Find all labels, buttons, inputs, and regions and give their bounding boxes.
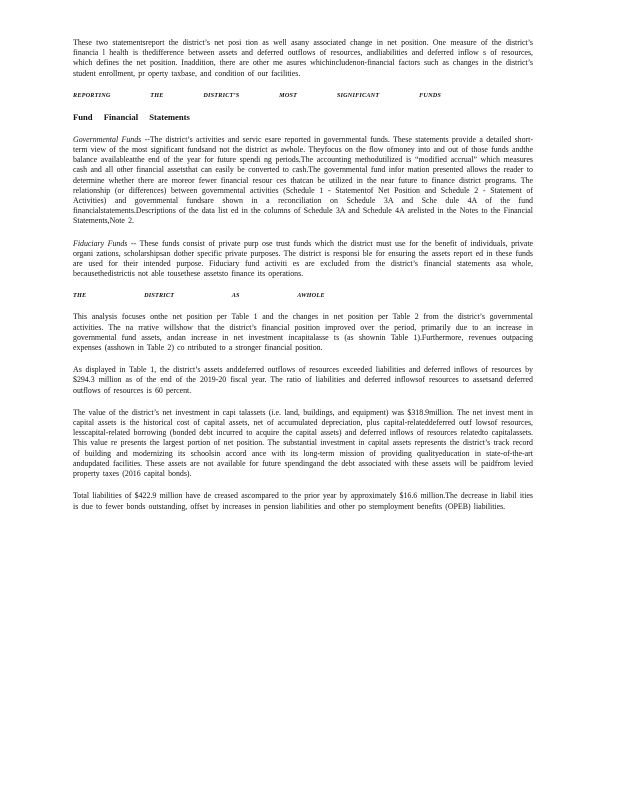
governmental-funds-text: --The district’s activities and servic esare reported in governmental funds. These statements provide a detailed short-term view of the most significant fundsand not the district as awhole. Theyfocus on the flow ofmoney into and out of those funds andthe balance availableatthe end of the year for future spendi ng periods.The accounting methodutilized is “modified accrual” which measures cash and all other financial assetsthat can easily be converted to cash.The governmental fund infor mation presented allows the reader to determine whether there are moreor fewer financial resour ces thatcan be utilized in the near future to finance district programs. The relationship (or differences) between governmental activities (Schedule 1 - Statementof Net Position and Schedule 2 - Statement of Activities) and governmental fundsare shown in a reconciliation on Schedule 3A and Sche dule 4A of the fund financialstatements.Descriptions of the data list ed in the columns of Schedule 3A and Schedule 4A arelisted in the Notes to the Financial Statements,Note 2.	[73, 134, 533, 226]
governmental-funds-lead: Governmental Funds	[73, 134, 142, 144]
fiduciary-funds-paragraph	[73, 239, 533, 280]
assets-displayed-paragraph: As displayed in Table 1, the district’s assets anddeferred outflows of resources exceeded liabilities and deferred inflows of resources by $294.3 million as of the end of the 2019-20 fiscal year. The ratio of liabilities and deferred inflowsof resources to assetsand deferred outflows of resources is 60 percent.	[73, 365, 533, 395]
capital-assets-paragraph: The value of the district’s net investment in capi talassets (i.e. land, buildings, and equipment) was $318.9million. The net invest ment in capital assets is the historical cost of capital assets, net of accumulated depreciation, plus capital-relateddeferred outf lowsof resources, lesscapital-related borrowing (bonded debt incurred to acquire the capital assets) and deferred inflows of resources relatedto capitalassets. This value re presents the largest portion of net position. The substantial investment in capital assets represents the district’s track record of building and modernizing its schoolsin accord ance with its long-term mission of providing qualityeducation in state-of-the-art andupdated facilities. These assets are not available for future spendingand the debt associated with these assets will be paidfrom levied property taxes (2016 capital bonds).	[73, 407, 533, 479]
fiduciary-funds-text: -- These funds consist of private purp ose trust funds which the district must use for the benefit of individuals, private organi zations, scholarshipsan dother specific private purposes. The district is responsi ble for ensuring the assets report ed in these funds are used for their intended purpose. Fiduciary fund activiti es are excluded from the district’s financial statements asa whole, becausethedistrictis not able tousethese assetsto finance its operations.	[73, 238, 534, 279]
analysis-paragraph: This analysis focuses onthe net position per Table 1 and the changes in net position per Table 2 from the district’s governmental activities. The na rrative willshow that the district’s financial position improved over the period, primarily due to an increase in governmental fund assets, andan increase in net investment incapitalasse ts (as shownin Table 1).Furthermore, revenues outpacing expenses (asshown in Table 2) co ntributed to a stronger financial position.	[73, 312, 533, 353]
liabilities-paragraph: Total liabilities of $422.9 million have de creased ascompared to the prior year by approximately $16.6 million.The decrease in liabil ities is due to fewer bonds outstanding, offset by increases in pension liabilities and other po stemployment benefits (OPEB) liabilities.	[73, 491, 533, 511]
section-heading-district-whole: THE DISTRICT AS AWHOLE	[73, 292, 325, 300]
intro-paragraph: These two statementsreport the district’s net posi tion as well asany associated change in net position. One measure of the district’s financia l health is thedifference between assets and deferred outflows of resources, andliabilities and deferred inflow s of resources, which defines the net position. Inaddition, there are other me asures whichincludenon-financial factors such as changes in the district’s student enrollment, pr operty taxbase, and condition of our facilities.	[73, 38, 533, 78]
subsection-heading-fund-financial-statements: Fund Financial Statements	[73, 111, 190, 122]
document-page	[73, 38, 533, 524]
section-heading-reporting: REPORTING THE DISTRICT’S MOST SIGNIFICANT FUNDS	[73, 91, 442, 99]
governmental-funds-paragraph	[73, 135, 533, 227]
fiduciary-funds-lead: Fiduciary Funds	[73, 238, 128, 248]
